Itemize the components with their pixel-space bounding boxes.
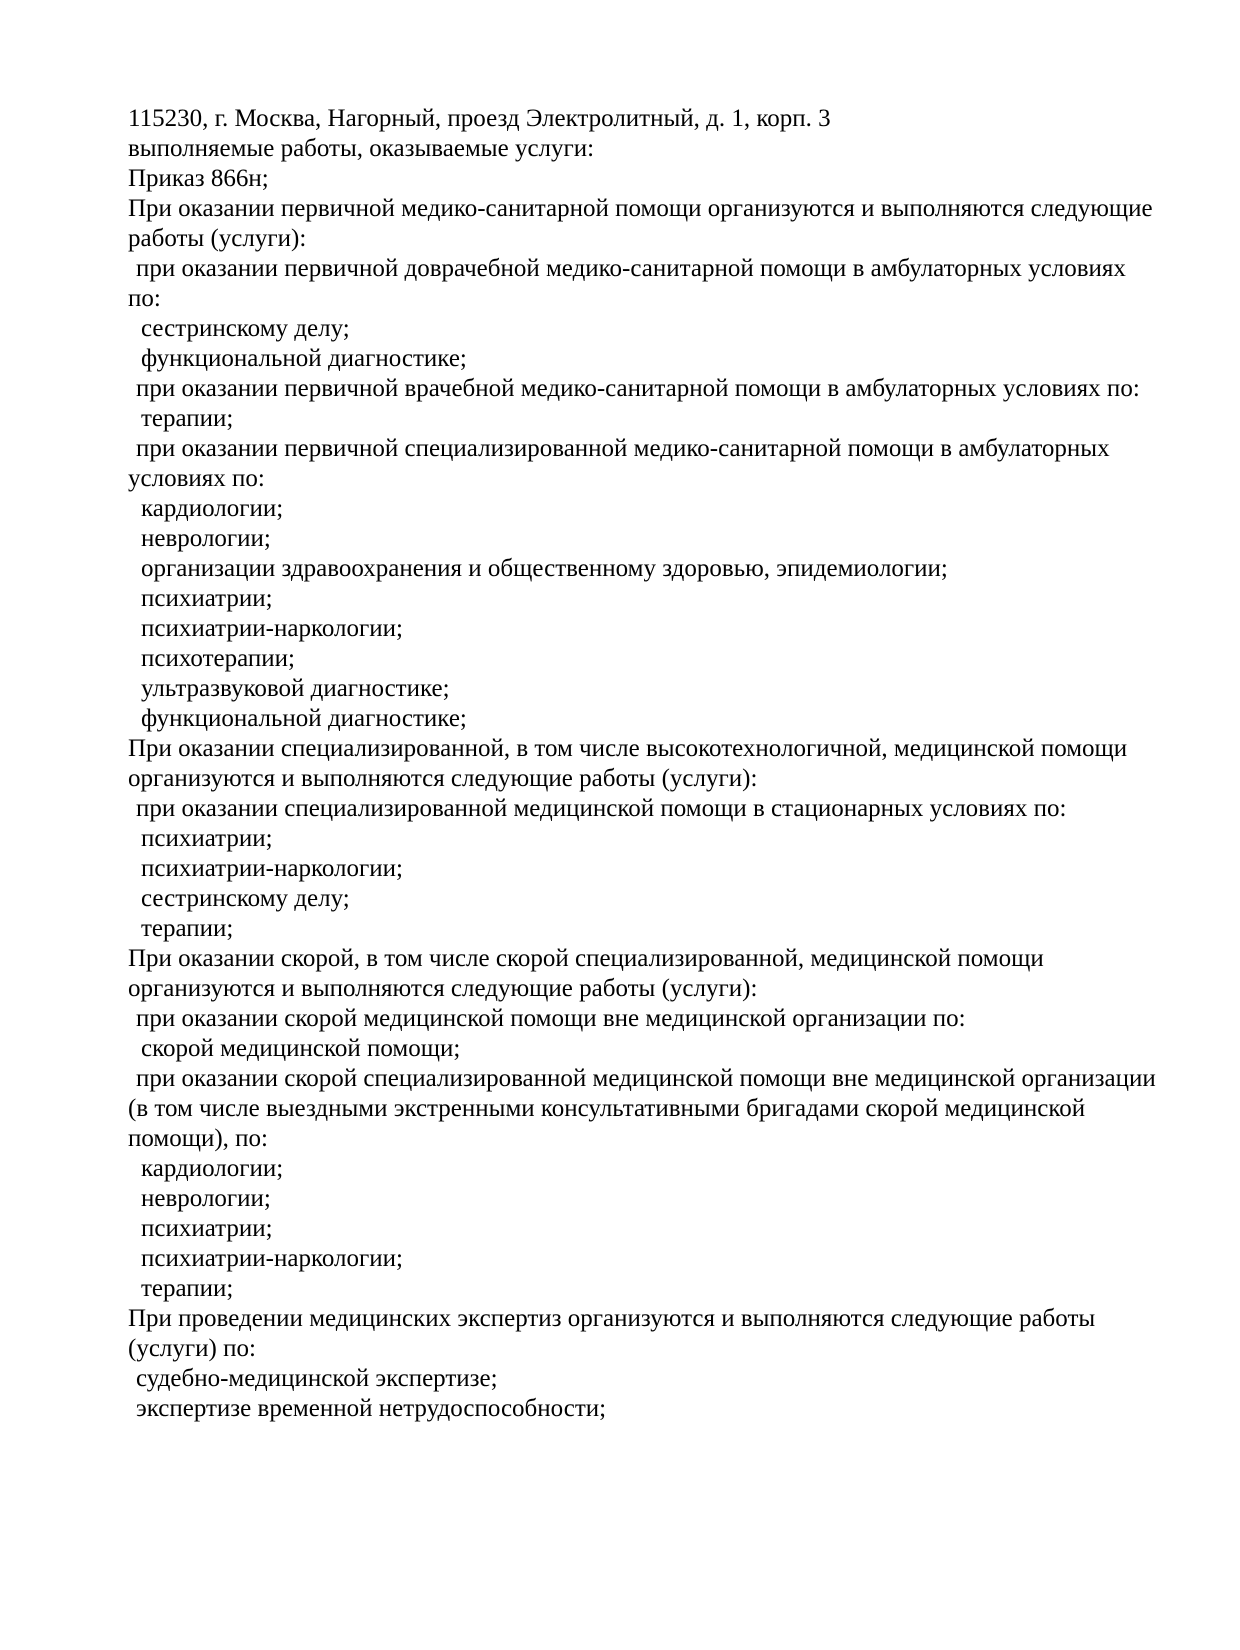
text-line: функциональной диагностике;	[141, 705, 467, 732]
text-line: кардиологии;	[141, 1155, 284, 1182]
text-line: Приказ 866н;	[128, 165, 269, 192]
text-line: (в том числе выездными экстренными консультативными бригадами скорой медицинской	[128, 1095, 1086, 1122]
text-line: скорой медицинской помощи;	[141, 1035, 461, 1062]
text-line: организации здравоохранения и общественному здоровью, эпидемиологии;	[141, 555, 948, 582]
text-line: психиатрии;	[141, 825, 273, 852]
text-line: сестринскому делу;	[141, 315, 350, 342]
text-line: 115230, г. Москва, Нагорный, проезд Электролитный, д. 1, корп. 3	[128, 105, 831, 132]
text-line: неврологии;	[141, 1185, 271, 1212]
text-line: ультразвуковой диагностике;	[141, 675, 450, 702]
text-line: при оказании специализированной медицинской помощи в стационарных условиях по:	[136, 795, 1067, 822]
text-line: При оказании скорой, в том числе скорой специализированной, медицинской помощи	[128, 945, 1044, 972]
text-line: терапии;	[141, 915, 234, 942]
text-line: психиатрии;	[141, 1215, 273, 1242]
text-line: выполняемые работы, оказываемые услуги:	[128, 135, 595, 162]
text-line: При проведении медицинских экспертиз организуются и выполняются следующие работы	[128, 1305, 1096, 1332]
text-line: терапии;	[141, 1275, 234, 1302]
text-line: функциональной диагностике;	[141, 345, 467, 372]
text-line: При оказании специализированной, в том числе высокотехнологичной, медицинской помощи	[128, 735, 1128, 762]
text-line: психотерапии;	[141, 645, 295, 672]
text-line: судебно-медицинской экспертизе;	[136, 1365, 498, 1392]
text-line: по:	[128, 285, 161, 312]
text-line: помощи), по:	[128, 1125, 269, 1152]
text-line: организуются и выполняются следующие работы (услуги):	[128, 765, 758, 792]
text-line: психиатрии-наркологии;	[141, 1245, 403, 1272]
text-line: сестринскому делу;	[141, 885, 350, 912]
text-line: психиатрии;	[141, 585, 273, 612]
text-line: экспертизе временной нетрудоспособности;	[136, 1395, 607, 1422]
text-line: (услуги) по:	[128, 1335, 256, 1362]
text-line: организуются и выполняются следующие работы (услуги):	[128, 975, 758, 1002]
text-line: при оказании первичной врачебной медико-санитарной помощи в амбулаторных условиях по:	[136, 375, 1140, 402]
license-works-services-text	[128, 104, 1228, 1424]
text-line: при оказании скорой специализированной медицинской помощи вне медицинской организации	[136, 1065, 1156, 1092]
text-line: работы (услуги):	[128, 225, 307, 252]
text-line: психиатрии-наркологии;	[141, 855, 403, 882]
text-line: неврологии;	[141, 525, 271, 552]
text-line: при оказании скорой медицинской помощи вне медицинской организации по:	[136, 1005, 966, 1032]
text-line: при оказании первичной доврачебной медико-санитарной помощи в амбулаторных условиях	[136, 255, 1126, 282]
text-line: терапии;	[141, 405, 234, 432]
text-line: При оказании первичной медико-санитарной помощи организуются и выполняются следующие	[128, 195, 1153, 222]
text-line: психиатрии-наркологии;	[141, 615, 403, 642]
text-line: кардиологии;	[141, 495, 284, 522]
text-line: условиях по:	[128, 465, 265, 492]
text-line: при оказании первичной специализированной медико-санитарной помощи в амбулаторных	[136, 435, 1110, 462]
